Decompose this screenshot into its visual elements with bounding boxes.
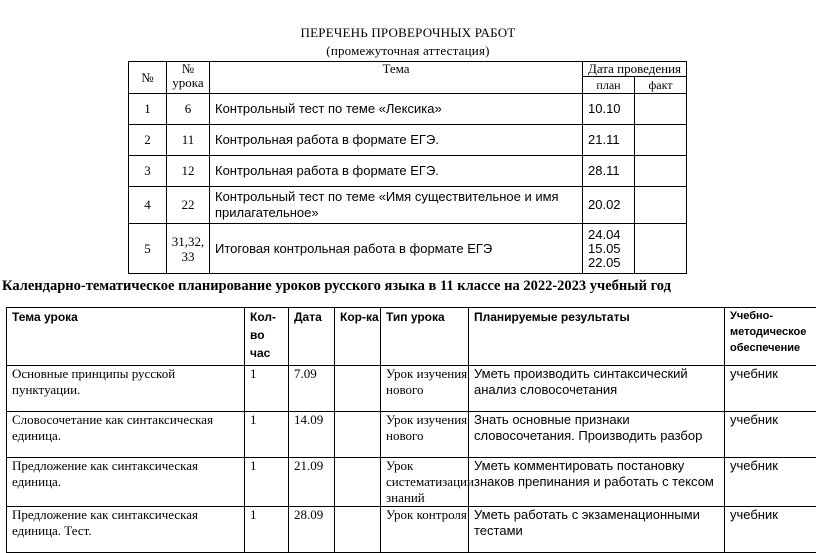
table-row <box>129 156 687 187</box>
cell-results: Уметь работать с экзаменационными тестами <box>469 507 725 553</box>
cell-lesson-type: Урок изучения нового <box>381 412 469 458</box>
cell-num: 2 <box>129 125 167 156</box>
header-lesson-topic: Тема урока <box>7 308 245 366</box>
cell-materials: учебник <box>725 458 816 507</box>
table-row <box>129 224 687 274</box>
cell-fact <box>635 156 687 187</box>
cell-lesson-type: Урок систематизации знаний <box>381 458 469 507</box>
cell-date: 28.09 <box>289 507 335 553</box>
cell-lesson: 12 <box>167 156 210 187</box>
table-row <box>129 125 687 156</box>
table-row <box>7 366 816 412</box>
cell-lesson: 6 <box>167 94 210 125</box>
cell-num: 1 <box>129 94 167 125</box>
cell-correction <box>335 366 381 412</box>
tests-table-header-row <box>129 62 687 77</box>
cell-materials: учебник <box>725 366 816 412</box>
cell-date: 14.09 <box>289 412 335 458</box>
cell-lesson-topic: Предложение как синтаксическая единица. <box>7 458 245 507</box>
cell-num: 3 <box>129 156 167 187</box>
cell-fact <box>635 224 687 274</box>
cell-plan: 10.10 <box>583 94 635 125</box>
header-plan: план <box>583 77 635 94</box>
cell-hours: 1 <box>245 412 289 458</box>
planning-heading: Календарно-тематическое планирование уроков русского языка в 11 классе на 2022-2023 учебный год <box>2 278 671 295</box>
header-num: № <box>129 62 167 94</box>
tests-table <box>128 61 687 274</box>
table-row <box>7 507 816 553</box>
cell-lesson-topic: Предложение как синтаксическая единица. Тест. <box>7 507 245 553</box>
cell-fact <box>635 125 687 156</box>
cell-results: Знать основные признаки словосочетания. Производить разбор <box>469 412 725 458</box>
cell-fact <box>635 94 687 125</box>
cell-results: Уметь комментировать постановку знаков препинания и работать с тексом <box>469 458 725 507</box>
planning-header-row <box>7 308 816 366</box>
document-title: ПЕРЕЧЕНЬ ПРОВЕРОЧНЫХ РАБОТ <box>0 25 816 41</box>
header-topic: Тема <box>210 62 583 94</box>
cell-plan: 24.04 15.05 22.05 <box>583 224 635 274</box>
cell-lesson-type: Урок изучения нового <box>381 366 469 412</box>
cell-hours: 1 <box>245 458 289 507</box>
cell-lesson-topic: Словосочетание как синтаксическая единица. <box>7 412 245 458</box>
header-lesson-num: № урока <box>167 62 210 94</box>
table-row <box>7 458 816 507</box>
cell-lesson: 22 <box>167 187 210 224</box>
header-date: Дата <box>289 308 335 366</box>
header-date: Дата проведения <box>583 62 687 77</box>
table-row <box>7 412 816 458</box>
cell-date: 21.09 <box>289 458 335 507</box>
header-materials: Учебно-методическое обеспечение <box>725 308 816 366</box>
cell-date: 7.09 <box>289 366 335 412</box>
header-lesson-type: Тип урока <box>381 308 469 366</box>
cell-hours: 1 <box>245 507 289 553</box>
cell-correction <box>335 412 381 458</box>
cell-materials: учебник <box>725 412 816 458</box>
cell-plan: 21.11 <box>583 125 635 156</box>
cell-lesson: 31,32, 33 <box>167 224 210 274</box>
cell-results: Уметь производить синтаксический анализ словосочетания <box>469 366 725 412</box>
header-results: Планируемые результаты <box>469 308 725 366</box>
cell-topic: Контрольная работа в формате ЕГЭ. <box>210 156 583 187</box>
table-row <box>129 187 687 224</box>
cell-materials: учебник <box>725 507 816 553</box>
table-row <box>129 94 687 125</box>
cell-num: 5 <box>129 224 167 274</box>
planning-table <box>6 307 816 553</box>
cell-plan: 28.11 <box>583 156 635 187</box>
cell-correction <box>335 458 381 507</box>
cell-lesson-topic: Основные принципы русской пунктуации. <box>7 366 245 412</box>
cell-num: 4 <box>129 187 167 224</box>
cell-lesson: 11 <box>167 125 210 156</box>
header-correction: Кор-ка <box>335 308 381 366</box>
cell-topic: Контрольная работа в формате ЕГЭ. <box>210 125 583 156</box>
cell-hours: 1 <box>245 366 289 412</box>
cell-correction <box>335 507 381 553</box>
header-fact: факт <box>635 77 687 94</box>
cell-topic: Контрольный тест по теме «Имя существительное и имя прилагательное» <box>210 187 583 224</box>
cell-lesson-type: Урок контроля <box>381 507 469 553</box>
document-subtitle: (промежуточная аттестация) <box>0 43 816 59</box>
header-hours: Кол-во час <box>245 308 289 366</box>
cell-topic: Итоговая контрольная работа в формате ЕГЭ <box>210 224 583 274</box>
cell-topic: Контрольный тест по теме «Лексика» <box>210 94 583 125</box>
cell-plan: 20.02 <box>583 187 635 224</box>
cell-fact <box>635 187 687 224</box>
